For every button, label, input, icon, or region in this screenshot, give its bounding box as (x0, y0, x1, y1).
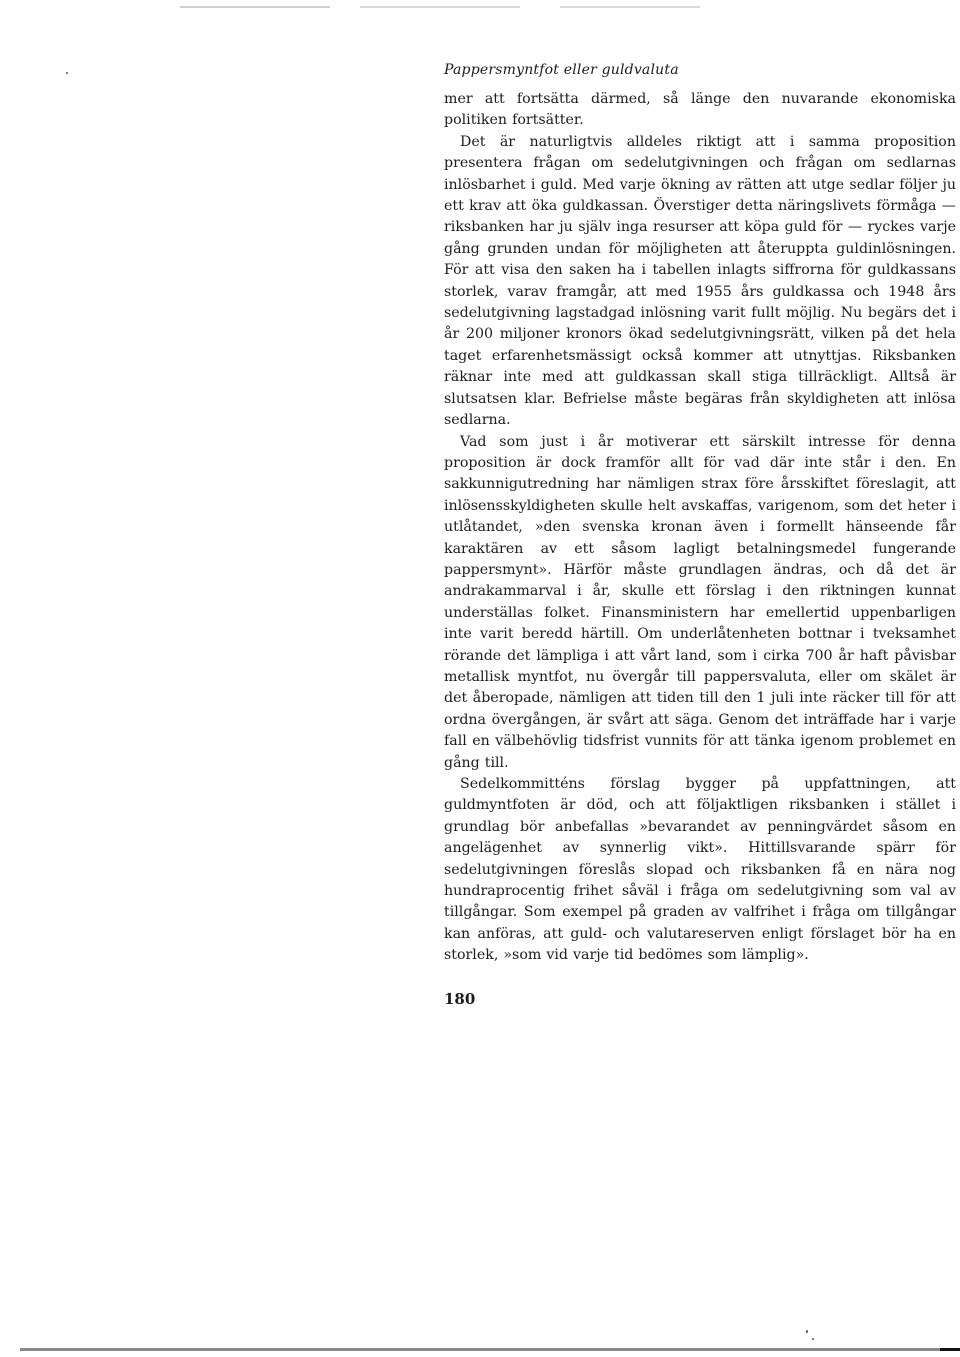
paragraph: Vad som just i år motiverar ett särskilt intresse för denna proposition är dock framför allt för vad där inte står i den. En sakkunnigutredning har nämligen strax före årsskiftet föreslagit, att inlösensskyldigheten skulle helt avskaffas, varigenom, som det heter i utlåtandet, »den svenska kronan även i formellt hänseende får karaktären av ett såsom lagligt betalningsmedel fungerande pappersmynt». Härför måste grundlagen ändras, och då det är andrakammarval i år, skulle ett förslag i den riktningen kunnat underställas folket. Finansministern har emellertid uppenbarligen inte varit beredd härtill. Om underlåtenheten bottnar i tveksamhet rörande det lämpliga i att vårt land, som i cirka 700 år haft påvisbar metallisk myntfot, nu övergår till pappersvaluta, eller om skälet är det åberopade, nämligen att tiden till den 1 juli inte räcker till för att ordna övergången, är svårt att säga. Genom det inträffade har i varje fall en välbehövlig tidsfrist vunnits för att tänka igenom problemet en gång till. (444, 433, 956, 771)
page-column (444, 60, 956, 1009)
paragraph: Det är naturligtvis alldeles riktigt att i samma proposition presentera frågan om sedelutgivningen och frågan om sedlarnas inlösbarhet i guld. Med varje ökning av rätten att utge sedlar följer ju ett krav att öka guldkassan. Överstiger detta näringslivets förmåga — riksbanken har ju själv inga resurser att köpa guld för — ryckes varje gång grunden undan för möjligheten att återuppta guldinlösningen. För att visa den saken ha i tabellen inlagts siffrorna för guldkassans storlek, varav framgår, att med 1955 års guldkassa och 1948 års sedelutgivning lagstadgad inlösning varit fullt möjlig. Nu begärs det i år 200 miljoner kronors ökad sedelutgivningsrätt, vilken på det hela taget erfarenhetsmässigt också kommer att utnyttjas. Riksbanken räknar inte med att guldkassan skall stiga tillräckligt. Alltså är slutsatsen klar. Befrielse måste begäras från skyldigheten att inlösa sedlarna. (444, 133, 956, 429)
scan-speck (806, 1330, 808, 1333)
paragraph: mer att fortsätta därmed, så länge den nuvarande ekonomiska politiken fortsätter. (444, 91, 956, 129)
scan-speck (812, 1338, 814, 1340)
running-head: Pappersmyntfot eller guldvaluta (444, 62, 679, 78)
scan-speck (66, 72, 68, 74)
paragraph: Sedelkommitténs förslag bygger på uppfattningen, att guldmyntfoten är död, och att följaktligen riksbanken i stället i grundlag bör anbefallas »bevarandet av penningvärdet såsom en angelägenhet av synnerlig vikt». Hittillsvarande spärr för sedelutgivningen föreslås slopad och riksbanken få en nära nog hundraprocentig frihet såväl i fråga om sedelutgivning som val av tillgångar. Som exempel på graden av valfrihet i fråga om tillgångar kan anföras, att guld- och valutareserven enligt förslaget bör ha en storlek, »som vid varje tid bedömes som lämplig». (444, 776, 956, 964)
body-text (444, 89, 956, 967)
scan-edge-top (0, 6, 960, 8)
page-number: 180 (444, 989, 476, 1008)
scan-edge-bottom (0, 1348, 960, 1351)
